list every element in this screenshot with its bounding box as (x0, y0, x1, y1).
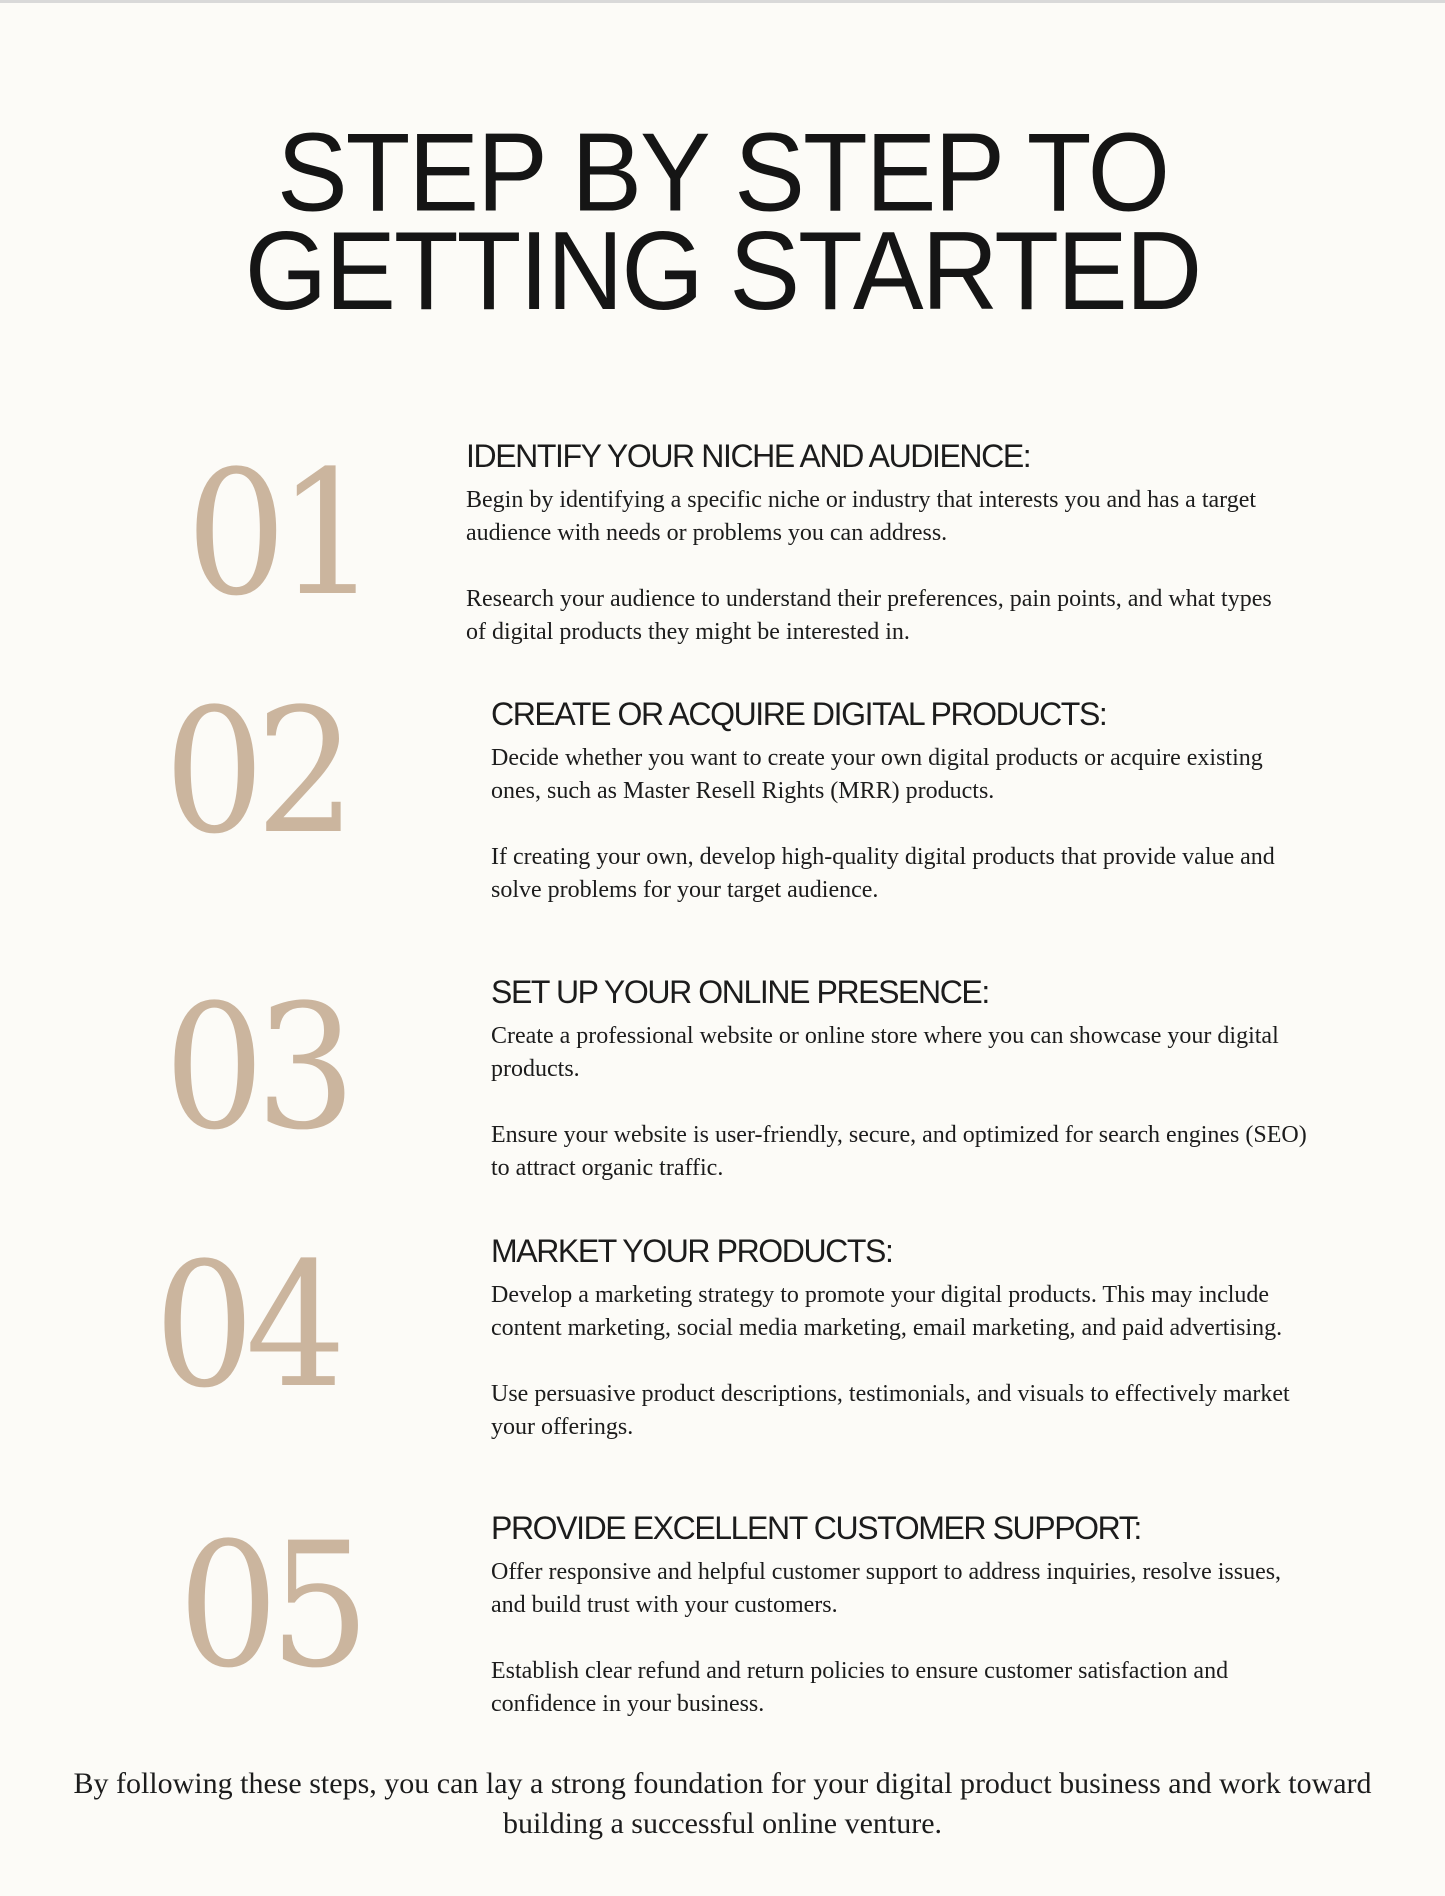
step-05-paragraph-1: Offer responsive and helpful customer support to address inquiries, resolve issues, and build trust with your customers. (491, 1559, 1282, 1618)
step-03 (491, 974, 1311, 1185)
page-title-line-2: GETTING STARTED (244, 209, 1201, 334)
step-01 (466, 438, 1286, 649)
step-04-heading: MARKET YOUR PRODUCTS: (491, 1233, 893, 1269)
step-05 (491, 1510, 1311, 1721)
step-01-paragraph-1: Begin by identifying a specific niche or industry that interests you and has a target audience with needs or problems you can address. (466, 487, 1257, 546)
step-03-paragraph-1: Create a professional website or online store where you can showcase your digital products. (491, 1023, 1279, 1082)
step-number-05: 05 (178, 1505, 361, 1706)
step-01-heading: IDENTIFY YOUR NICHE AND AUDIENCE: (466, 438, 1031, 474)
page-title-line-1: STEP BY STEP TO (276, 110, 1169, 235)
top-divider (0, 0, 1445, 3)
step-02-paragraph-1: Decide whether you want to create your own digital products or acquire existing ones, such as Master Resell Rights (MRR) products. (491, 745, 1263, 804)
page-title (0, 110, 1445, 334)
step-05-paragraph-2: Establish clear refund and return policies to ensure customer satisfaction and confidence in your business. (491, 1658, 1229, 1717)
step-number-02: 02 (164, 671, 347, 872)
step-04-paragraph-1: Develop a marketing strategy to promote your digital products. This may include content marketing, social media marketing, email marketing, and paid advertising. (491, 1282, 1283, 1341)
closing-statement: By following these steps, you can lay a strong foundation for your digital product business and work toward building a successful online venture. (73, 1767, 1372, 1840)
step-02-heading: CREATE OR ACQUIRE DIGITAL PRODUCTS: (491, 696, 1107, 732)
step-03-paragraph-2: Ensure your website is user-friendly, secure, and optimized for search engines (SEO) to attract organic traffic. (491, 1122, 1307, 1181)
step-01-paragraph-2: Research your audience to understand their preferences, pain points, and what types of digital products they might be interested in. (466, 586, 1272, 645)
step-02 (491, 696, 1311, 907)
step-number-01: 01 (186, 433, 369, 634)
step-04-paragraph-2: Use persuasive product descriptions, testimonials, and visuals to effectively market your offerings. (491, 1381, 1290, 1440)
step-number-03: 03 (164, 967, 347, 1168)
step-02-paragraph-2: If creating your own, develop high-quality digital products that provide value and solve problems for your target audience. (491, 844, 1275, 903)
step-05-heading: PROVIDE EXCELLENT CUSTOMER SUPPORT: (491, 1510, 1141, 1546)
step-04 (491, 1233, 1291, 1444)
step-03-heading: SET UP YOUR ONLINE PRESENCE: (491, 974, 989, 1010)
step-number-04: 04 (154, 1225, 337, 1426)
